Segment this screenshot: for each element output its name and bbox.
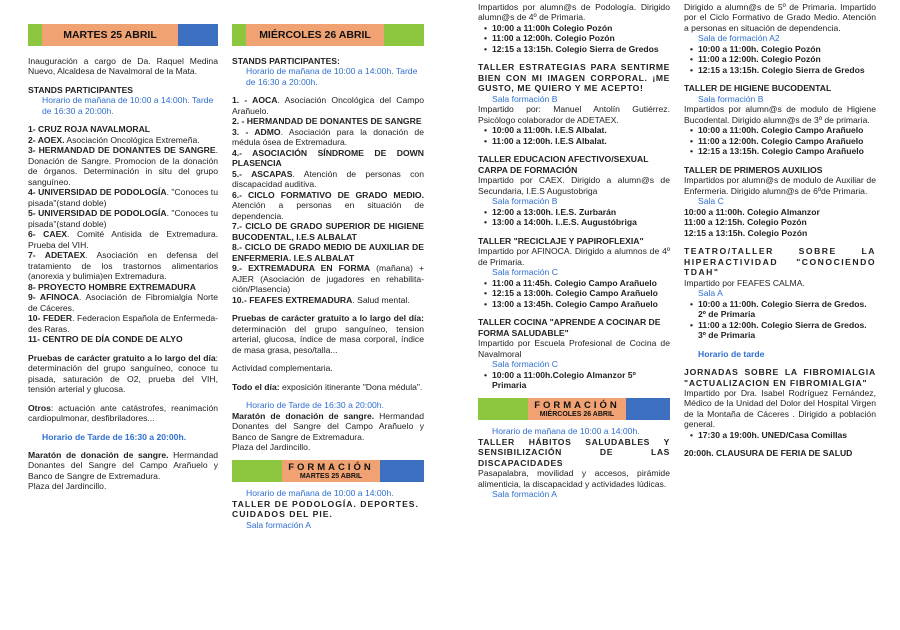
schedule-item: 11:00 a 12:15h. Colegio Pozón [684,217,807,228]
taller-sala: Sala formación B [492,196,558,207]
schedule-item: • 10:00 a 11:00h. I.E.S Albalat. [478,125,670,135]
maraton-text: Maratón de donación de sangre. Hermandad Donantes del Sangre del Campo Arañuelo y Banco de Sangre de Extremadura. [232,410,424,442]
taller-title: TALLER DE PRIMEROS AUXILIOS [684,164,823,175]
taller-title: TALLER EDUCACION AFECTIVO/SEXUAL CARPA DE FORMACIÓN [478,154,649,175]
stand-item: 8.- CICLO DE GRADO MEDIO DE AUXILIAR DE ENFERMERIA. I.E.S ALBALAT [232,242,424,263]
column-formacion-1 [478,2,670,500]
stand-item: 1. - AOCA. Asociación Oncológica del Campo Arañuelo. [232,95,424,116]
stand-item: 9.- EXTREMADURA EN FORMA (mañana) + AJER (Asociación de jugadores en rehabilita-ción/Plasencia) [232,263,425,295]
schedule-item: • 10:00 a 11:00h. Colegio Campo Arañuelo [684,125,876,135]
schedule-item: • 11:00 a 12:00h. Colegio Pozón [478,33,670,43]
pruebas-text: Pruebas de carácter gratuito a lo largo del día: determinación del grupo sanguíneo, conoce tu pisada, saturación de O2, prueba del VIH, tensión arterial y glucosa. [28,352,218,395]
schedule-list [684,125,876,156]
taller-title: TEATRO/TALLER SOBRE LA HIPERACTIVIDAD "CONOCIENDO TDAH" [684,246,876,278]
stand-item: 4- UNIVERSIDAD DE PODOLOGÍA. "Conoces tu pisada"(stand doble) [28,187,218,208]
clausura-text: 20:00h. CLAUSURA DE FERIA DE SALUD [684,448,853,459]
taller-sala: Sala formación A [246,519,311,530]
schedule-item: • 10:00 a 11:00h. Colegio Pozón [684,44,876,54]
schedule-item: • 17:30 a 19:00h. UNED/Casa Comillas [684,430,876,440]
intro-text: Inauguración a cargo de Da. Raquel Medina Nuevo, Alcaldesa de Navalmoral de la Mata. [28,56,218,77]
stand-item: 11- CENTRO DE DÍA CONDE DE ALYO [28,334,183,345]
schedule-list [684,299,876,341]
taller-title: TALLER DE HIGIENE BUCODENTAL [684,83,832,94]
intro-text: Dirigido a alumn@s de 5º de Primaria. Impartido por el Ciclo Formativo de Grado Medio. Atención a personas en situación de dependencia. [684,2,876,33]
schedule-item: 10:00 a 11:00h. Colegio Almanzor [684,206,820,217]
pruebas-text: Pruebas de carácter gratuito a lo largo del día: determinación del grupo sanguíneo, tension arterial, glucosa, índice de masa corporal, índice de masa grasa, peso/talla... [232,313,424,355]
maraton-place: Plaza del Jardincillo. [232,441,311,452]
taller-title: TALLER HÁBITOS SALUDABLES Y SENSIBILIZACIÓN DE LAS DISCAPACIDADES [478,436,670,468]
taller-desc: Impartido por CAEX. Dirigido a alumn@s de Secundaria, I.E.S Augustobriga [478,175,670,196]
stand-item: 3- HERMANDAD DE DONANTES DE SANGRE. Donación de Sangre. Promocion de la donación de órganos. Determinación in situ del grupo sanguíneo. [28,145,218,187]
stand-item: 6.- CICLO FORMATIVO DE GRADO MEDIO. Atención a personas en situación de dependencia. [232,189,424,221]
todo-dia-text: Todo el día: exposición itinerante "Dona médula". [232,381,423,392]
taller-desc: Impartidos por alumn@s de modulo de Auxiliar de Enfermeria. Dirigido alumn@s de 6ºde Primaria. [684,175,876,196]
formacion-header-martes: FORMACIÓN MARTES 25 ABRIL [232,460,424,482]
taller-title: TALLER "RECICLAJE Y PAPIROFLEXIA" [478,235,644,246]
formacion-hours: Horario de mañana de 10:00 a 14:00h. [246,488,394,499]
stand-item: 2- AOEX. Asociación Oncológica Extremeña. [28,134,200,145]
stands-hours: Horario de mañana de 10:00 a 14:00h. Tarde de 16:30 a 20:00h. [246,66,418,87]
schedule-item: • 12:00 a 13:00h. I.E.S. Zurbarán [478,207,670,217]
schedule-list [478,125,670,146]
maraton-text: Maratón de donación de sangre. Hermandad Donantes del Sangre del Campo Arañuelo y Banco de Sangre de Extremadura. [28,449,219,481]
stand-item: 8- PROYECTO HOMBRE EXTREMADURA [28,281,196,292]
taller-desc: Impartido por FEAFES CALMA. [684,277,805,288]
day-header-martes [28,24,218,46]
formacion-hours: Horario de mañana de 10:00 a 14:00h. [492,426,640,437]
schedule-item: • 12:15 a 13:00h. Colegio Campo Arañuelo [478,288,670,298]
schedule-list [684,430,876,440]
column-miercoles [232,24,424,530]
taller-title: TALLER COCINA "APRENDE A COCINAR DE FORMA SALUDABLE" [478,317,661,338]
stand-item: 5.- ASCAPAS. Atención de personas con discapacidad auditiva. [232,168,424,190]
schedule-item: • 10:00 a 11:00h.Colegio Almanzor 5º Primaria [478,370,670,391]
schedule-item: • 12:15 a 13:15h. Colegio Sierra de Gredos [684,65,876,75]
otros-text: Otros: actuación ante catástrofes, reanimación cardiopulmonar, desfibriladores... [28,402,218,424]
stands-title: STANDS PARTICIPANTES [28,84,134,95]
stands-hours: Horario de mañana de 10:00 a 14:00h. Tarde de 16:30 a 20:00h. [42,95,214,116]
schedule-list [684,44,876,75]
stand-item: 10.- FEAFES EXTREMADURA. Salud mental. [232,294,410,305]
schedule-list [478,23,670,54]
taller-title: TALLER ESTRATEGIAS PARA SENTIRME BIEN CON MI IMAGEN CORPORAL. ¡ME GUSTO, ME QUIERO Y ME ACEPTO! [478,62,670,94]
taller-desc: Impartidos por alumn@s de modulo de Higiene Bucodental. Dirigido alumn@s de 3º de primaria. [684,104,876,125]
day-title: MARTES 25 ABRIL [42,24,178,46]
schedule-item: • 10:00 a 11:00h Colegio Pozón [478,23,670,33]
stand-item: 3. - ADMO. Asociación para la donación de médula ósea de Extremadura. [232,126,424,148]
stand-item: 7.- CICLO DE GRADO SUPERIOR DE HIGIENE BUCODENTAL, I.E.S ALBALAT [232,221,424,242]
stand-item: 2. - HERMANDAD DE DONANTES DE SANGRE [232,116,422,127]
actividad-text: Actividad complementaria. [232,363,333,374]
formacion-header-miercoles: FORMACIÓN MIÉRCOLES 26 ABRIL [478,398,670,420]
schedule-list [478,278,670,309]
taller-sala: Sala A [698,288,723,299]
tarde-hours: Horario de Tarde de 16:30 a 20:00h. [42,431,187,442]
schedule-item: 12:15 a 13:15h. Colegio Pozón [684,227,808,238]
schedule-item: • 11:00 a 12:00h. Colegio Pozón [684,54,876,64]
column-formacion-2 [684,2,876,459]
stands-title: STANDS PARTICIPANTES: [232,56,340,66]
schedule-item: • 13:00 a 14:00h. I..E.S. Augustóbriga [478,217,670,227]
schedule-item: • 11:00 a 12:00h. Colegio Campo Arañuelo [684,136,876,146]
taller-desc: Pasapalabra, movilidad y accesos, pirámide alimenticia, la discapacidad y actividades lúdicas. [478,468,670,489]
tarde-hours: Horario de Tarde de 16:30 a 20:00h. [246,400,384,411]
day-title: MIÉRCOLES 26 ABRIL [246,24,384,46]
schedule-item: • 11:00 a 11:45h. Colegio Campo Arañuelo [478,278,670,288]
schedule-item: • 12:15 a 13:15h. Colegio Campo Arañuelo [684,146,876,156]
schedule-list [684,207,876,238]
taller-desc: Impartido por AFINOCA. Dirigido a alumnos de 4º de Primaria. [478,246,670,267]
taller-sala: Sala formación C [492,359,558,370]
taller-desc: Impartido por: Manuel Antolín Gutiérrez. Psicólogo colaborador de ADETAEX. [478,104,670,125]
taller-desc: Impartido por Escuela Profesional de Cocina de Navalmoral [478,338,670,359]
stand-item: 10- FEDER. Federacion Española de Enfermeda-des Raras. [28,313,218,334]
taller-sala: Sala formación C [492,267,558,278]
jornadas-desc: Impartido por Dra. Isabel Rodríguez Fernández, Médico de la Unidad del Dolor del Hospital Virgen de la Montaña de Cáceres . Dirigido a población general. [684,387,876,430]
stand-item: 1- CRUZ ROJA NAVALMORAL [28,124,151,135]
stand-item: 7- ADETAEX. Asociación en defensa del tratamiento de los trastornos alimentarios (anorexia y bulimia)en Extremadura. [28,250,218,282]
taller-title: TALLER DE PODOLOGÍA. DEPORTES. CUIDADOS DEL PIE. [232,498,419,520]
maraton-place: Plaza del Jardincillo. [28,481,107,492]
taller-sala: Sala formación B [698,93,764,104]
schedule-item: • 11:00 a 12:00h. Colegio Sierra de Gredos. 3º de Primaria [684,320,876,341]
column-martes [28,24,218,492]
stand-item: 6- CAEX. Comité Antisida de Extremadura. Prueba del VIH. [28,229,218,250]
taller-sala: Sala formación A [492,489,557,500]
day-header-miercoles [232,24,424,46]
taller-sala: Sala C [698,196,724,207]
stands-list [232,95,424,305]
schedule-item: • 12:15 a 13:15h. Colegio Sierra de Gredos [478,44,670,54]
schedule-list [478,370,670,391]
schedule-item: • 13:00 a 13:45h. Colegio Campo Arañuelo [478,299,670,309]
schedule-item: • 10:00 a 11:00h. Colegio Sierra de Gredos. 2º de Primaria [684,299,876,320]
taller-sala: Sala formación B [492,93,558,104]
intro-sala: Sala de formación A2 [698,33,780,44]
tarde-hours: Horario de tarde [698,348,765,359]
stand-item: 5- UNIVERSIDAD DE PODOLOGÍA. "Conoces tu pisada"(stand doble) [28,208,218,229]
jornadas-title: JORNADAS SOBRE LA FIBROMIALGIA "ACTUALIZACION EN FIBROMIALGIA" [684,367,876,388]
schedule-list [478,207,670,228]
stands-list [28,124,218,344]
stand-item: 4.- ASOCIACIÓN SÍNDROME DE DOWN PLASENCIA [232,147,424,169]
intro-text: Impartidos por alumn@s de Podología. Dirigido alumn@s de 4º de Primaria. [478,2,670,23]
stand-item: 9- AFINOCA. Asociación de Fibromialgia Norte de Cáceres. [28,292,219,313]
schedule-item: • 11:00 a 12:00h. I.E.S Albalat. [478,136,670,146]
